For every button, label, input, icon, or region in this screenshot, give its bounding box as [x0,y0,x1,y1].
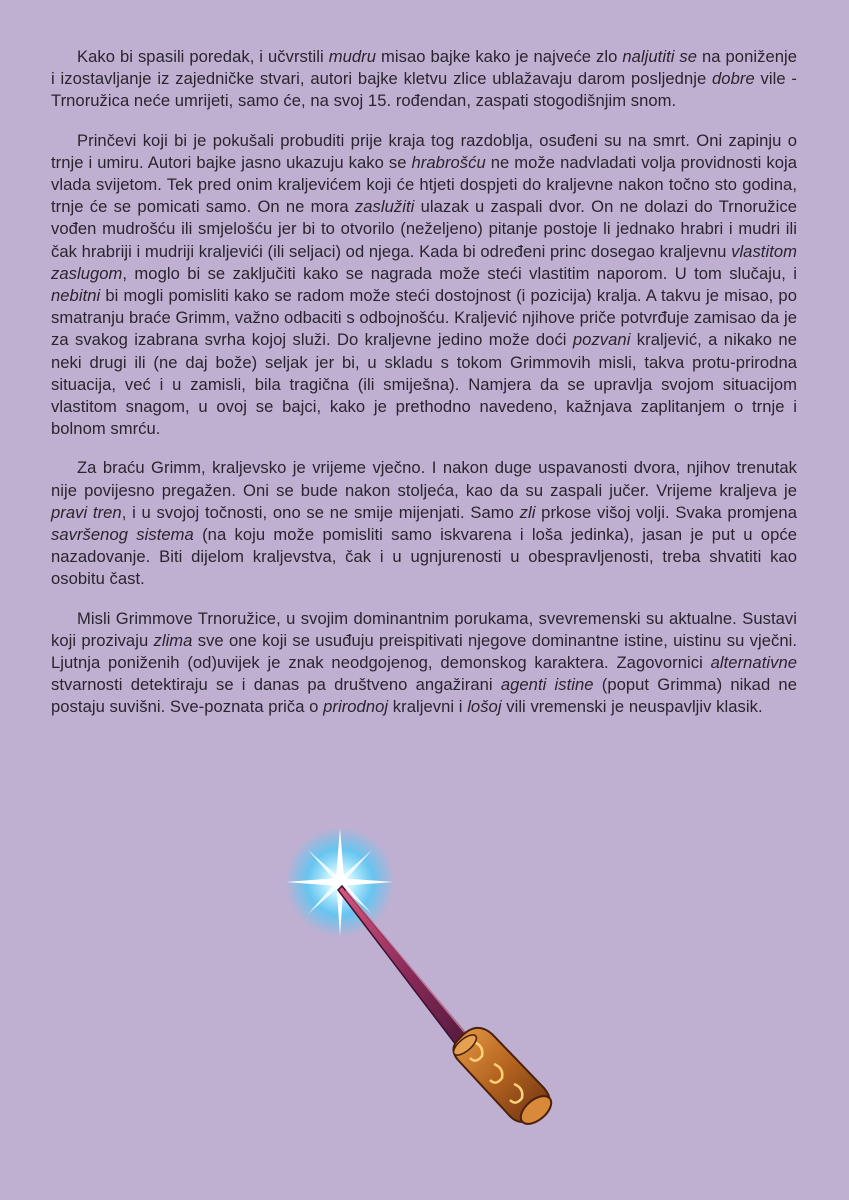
text-run: ne može nadvladati volja providnosti koja vlada svijetom. Tek pred onim kraljevićem koji će htjeti dospjeti do kraljevne nakon točno sto godina, trnje će se pomicati samo. On ne mora [51,152,797,217]
emphasis-text: mudru [328,47,377,66]
emphasis-text: zlima [153,630,193,650]
paragraph-4 [51,608,797,719]
text-run: Prinčevi koji bi je pokušali probuditi prije kraja tog razdoblja, osuđeni su na smrt. Oni zapinju o trnje i umiru. Autori bajke jasno ukazuju kako se [51,130,797,172]
magic-wand-icon [280,820,570,1130]
wand-handle [450,1028,556,1129]
text-run: Misli Grimmove Trnoružice, u svojim dominantnim porukama, svevremenski su aktualne. Sustavi koji prozivaju [51,608,797,650]
text-run: Kako bi spasili poredak, i učvrstili [77,47,329,66]
text-run: prkose višoj volji. Svaka promjena [535,502,797,522]
paragraph-2 [51,130,797,441]
text-run: ulazak u zaspali dvor. On ne dolazi do Trnoružice vođen mudrošću ili smjelošću jer bi to otvorilo (neželjeno) pitanje postoje li jednako hrabri i mudri ili čak hrabriji i mudriji kraljevići (ili seljaci) od njega. Kada bi određeni princ dosegao kraljevnu [51,197,797,261]
text-run: stvarnosti detektiraju se i danas pa društveno angažirani [51,675,501,695]
text-run: misao bajke kako je najveće zlo [376,47,623,66]
text-run: bi mogli pomisliti kako se radom može steći dostojnost (i pozicija) kralja. A takvu je misao, po smatranju braće Grimm, važno odbaciti s odbojnošću. Kraljević njihove priče potvrđuje zamisao da je za svakog izabrana svrha kojoj služi. Do kraljevne jedino može doći [51,286,797,350]
emphasis-text: nebitni [51,286,101,306]
text-run: (poput Grimma) nikad ne postaju suvišni. Sve-poznata priča o [51,675,797,717]
text-run: Za braću Grimm, kraljevsko je vrijeme vječno. I nakon duge uspavanosti dvora, njihov trenutak nije povijesno pregažen. Oni se bude nakon stoljeća, kao da su zaspali jučer. Vrijeme kraljeva je [51,458,797,500]
emphasis-text: agenti istine [500,675,594,695]
text-run: kraljevni i [388,697,468,717]
emphasis-text: zaslužiti [354,197,415,217]
emphasis-text: pravi tren [51,502,122,522]
emphasis-text: lošoj [467,697,502,717]
text-run: , moglo bi se zaključiti kako se nagrada može steći vlastitim naporom. U tom slučaju, i [122,263,797,283]
text-run: vili vremenski je neuspavljiv klasik. [501,697,763,717]
emphasis-text: hrabrošću [411,152,486,172]
text-run: kraljević, a nikako ne neki drugi ili (ne daj bože) seljak jer bi, u skladu s tokom Grimmovih misli, takva protu-prirodna situacija, već i u zamisli, bila tragična (ili smiješna). Namjera da se upravlja svojom situacijom vlastitom snagom, u ovoj se bajci, kako je prethodno navedeno, kažnjava zaplitanjem o trnje i bolnom smrću. [51,330,797,439]
emphasis-text: vlastitom zaslugom [51,241,798,283]
wand-shaft [338,886,478,1058]
text-run: na poniženje i izostavljanje iz zajedničke stvari, autori bajke kletvu zlice ublažavaju darom posljednje [51,47,798,89]
emphasis-text: pozvani [572,330,631,350]
text-run: vile - Trnoružica neće umrijeti, samo će, na svoj 15. rođendan, zaspati stogodišnjim snom. [51,69,797,111]
emphasis-text: naljutiti se [622,47,698,66]
paragraph-3 [51,457,797,590]
emphasis-text: zli [519,502,536,522]
text-run: , i u svojoj točnosti, ono se ne smije mijenjati. Samo [121,502,520,522]
emphasis-text: savršenog sistema [51,525,194,545]
paragraph-1 [51,46,797,113]
text-run: (na koju može pomisliti samo iskvarena i loša jedinka), jasan je put u opće nazadovanje. Biti dijelom kraljevstva, čak i u ugnjurenosti u obespravljenosti, treba shvatiti kao osobitu čast. [51,525,797,589]
text-run: sve one koji se usuđuju preispitivati njegove dominantne istine, uistinu su vječni. Ljutnja poniženih (od)uvijek je znak neodgojenog, demonskog karaktera. Zagovornici [51,630,797,673]
emphasis-text: dobre [712,69,755,89]
emphasis-text: prirodnoj [323,697,389,717]
emphasis-text: alternativne [710,653,797,673]
article-body [51,46,797,736]
